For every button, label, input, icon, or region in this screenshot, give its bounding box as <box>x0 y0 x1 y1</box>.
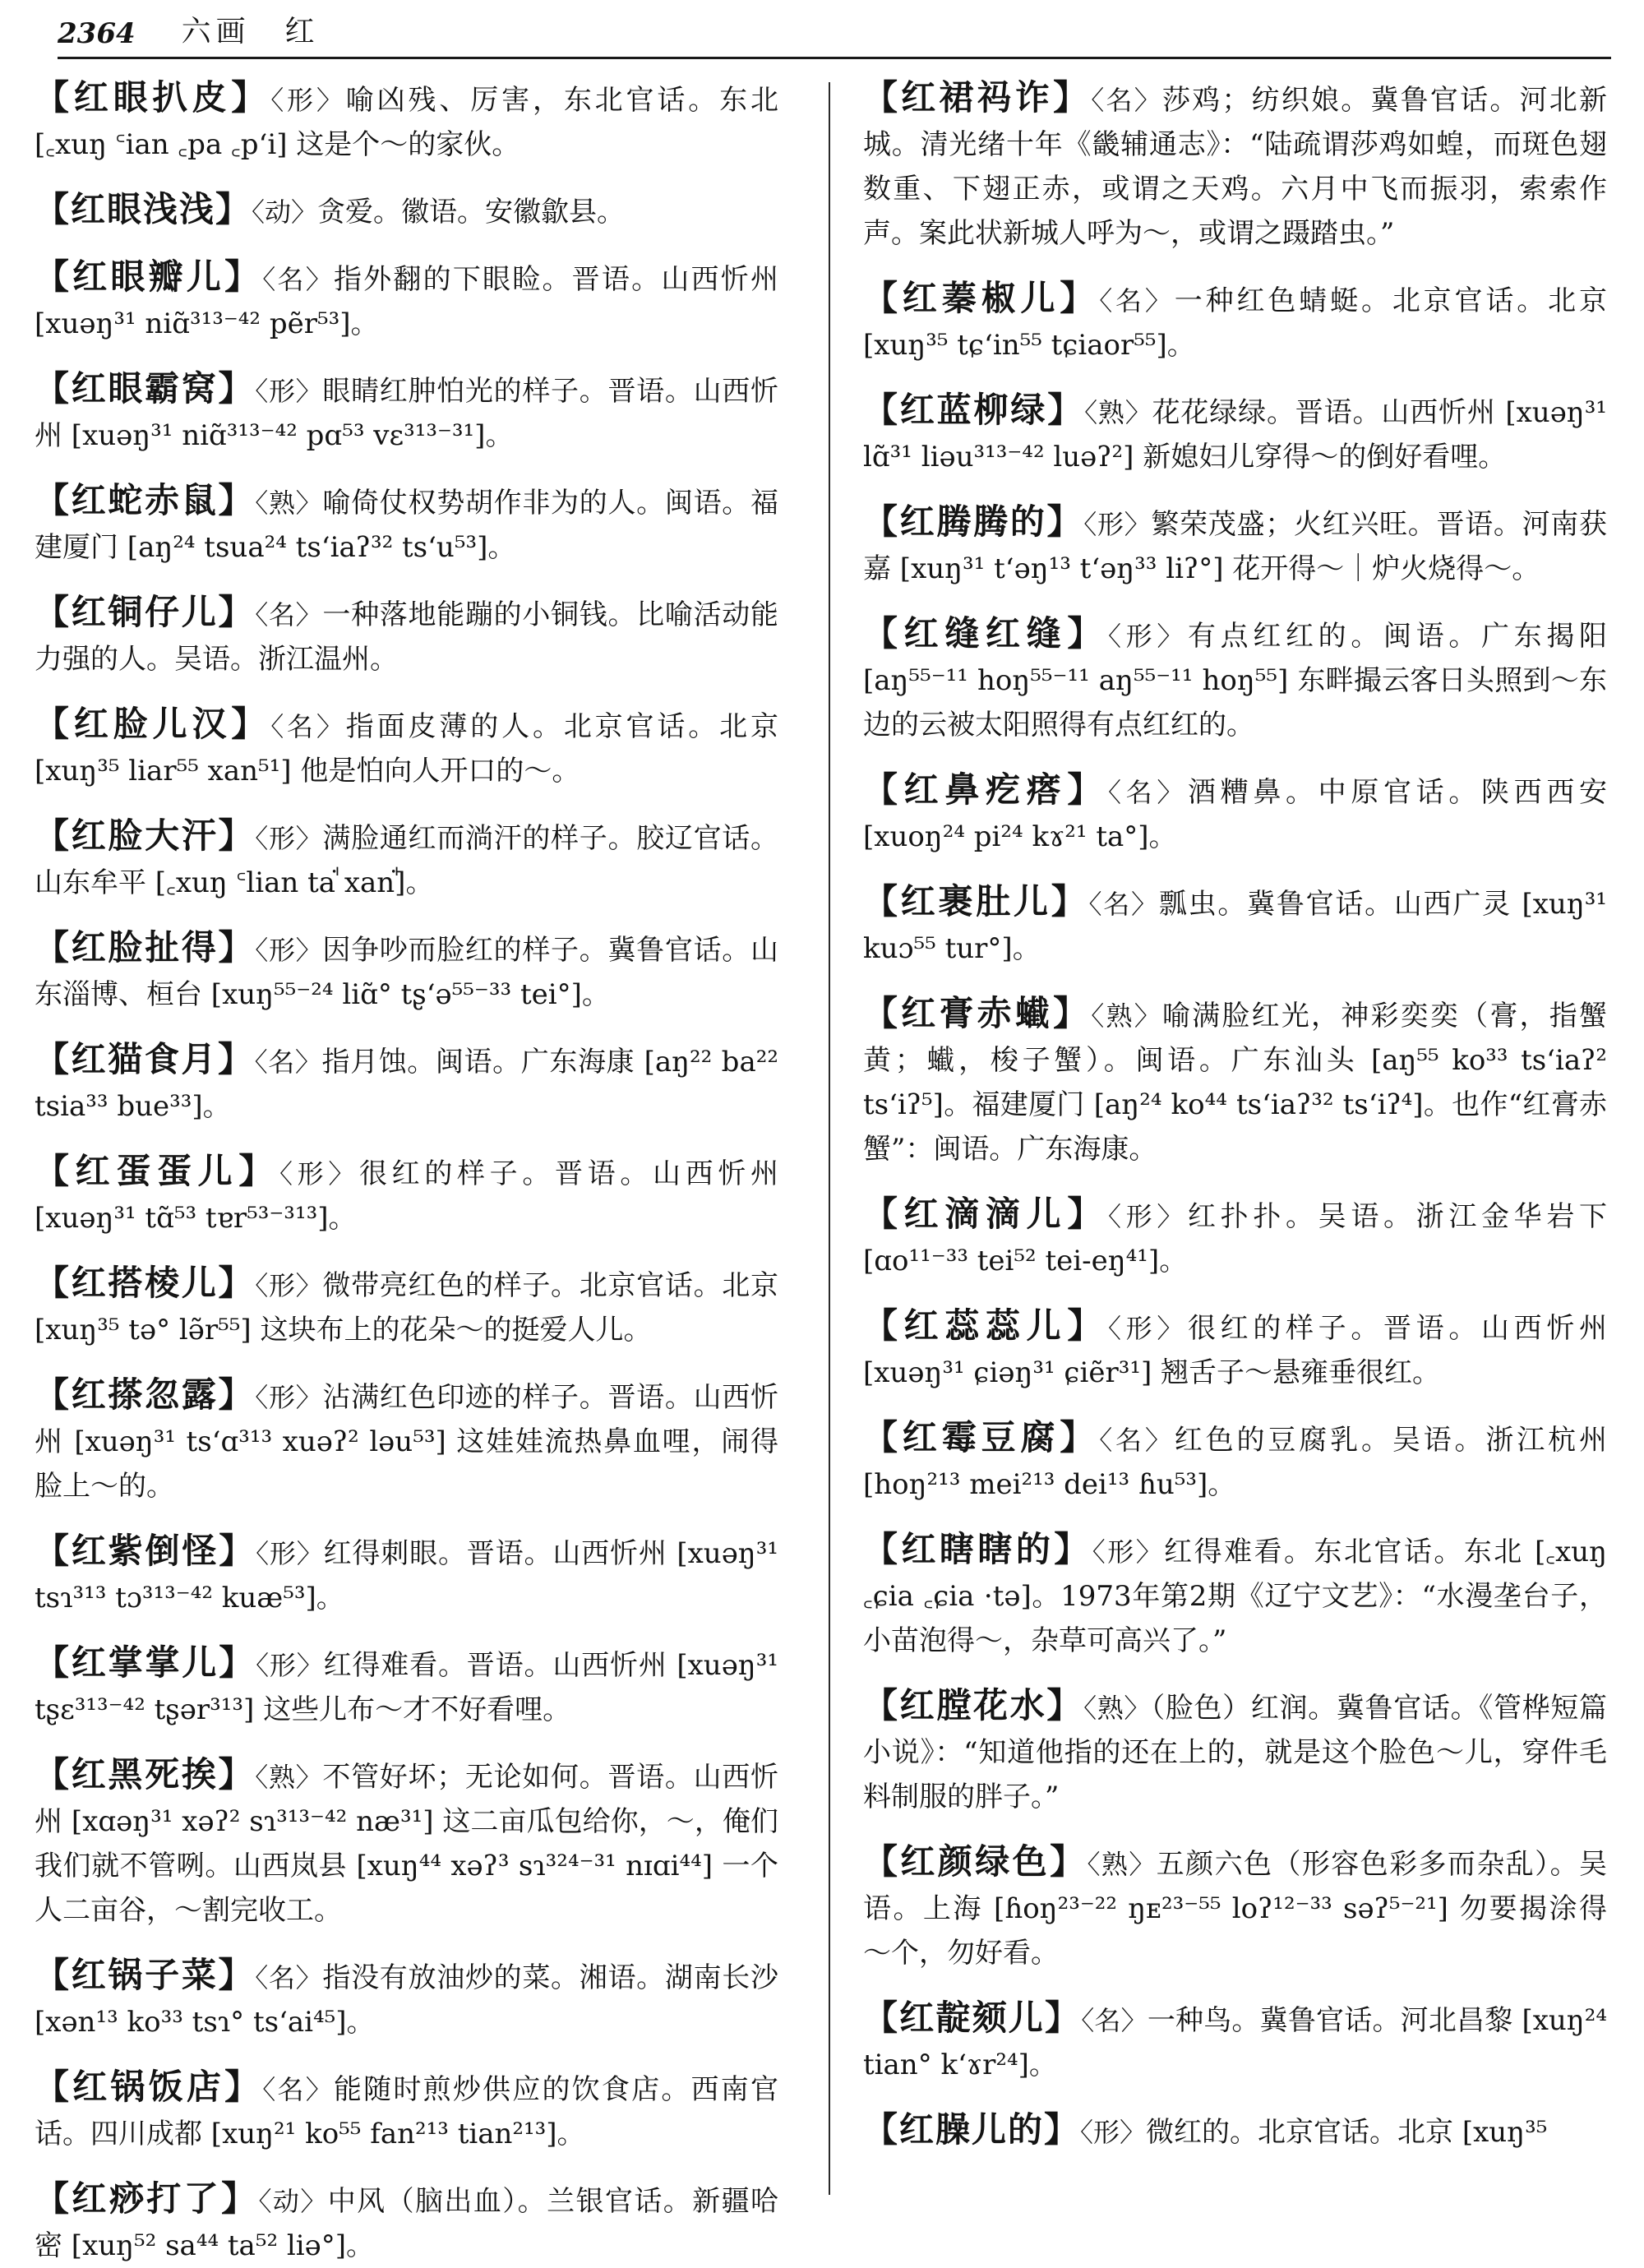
entry-headword: 【红霉豆腐】 <box>863 1417 1100 1457</box>
entry-part-of-speech: 〈熟〉 <box>1084 397 1152 428</box>
entry-definition: 指外翻的下眼睑。晋语。山西忻州 [xuəŋ³¹ niɑ̃³¹³⁻⁴² pẽr⁵³]。 <box>35 263 778 340</box>
entry-part-of-speech: 〈名〉 <box>262 264 334 295</box>
dictionary-entry <box>35 367 778 458</box>
entry-definition: 贪爱。徽语。安徽歙县。 <box>317 196 626 229</box>
entry-headword: 【红脸儿汉】 <box>35 704 271 744</box>
entry-part-of-speech: 〈形〉 <box>255 935 323 966</box>
dictionary-entry <box>35 76 778 167</box>
entry-headword: 【红脸扯得】 <box>35 927 256 968</box>
entry-definition: 喻倚仗权势胡作非为的人。闽语。福建厦门 [aŋ²⁴ tsua²⁴ tsʻiaʔ³² tsʻu⁵³]。 <box>35 487 778 564</box>
dictionary-entry <box>35 702 778 793</box>
dictionary-entry <box>35 2177 778 2268</box>
entry-part-of-speech: 〈名〉 <box>1088 889 1159 920</box>
entry-definition: 莎鸡；纺织娘。冀鲁官话。河北新城。清光绪十年《畿辅通志》：“陆疏谓莎鸡如蝗，而斑色翅数重、下翅正赤，或谓之天鸡。六月中飞而振羽，索索作声。案此状新城人呼为～，或谓之蹑踏虫。” <box>863 84 1607 250</box>
entry-headword: 【红猫食月】 <box>35 1039 255 1079</box>
entry-headword: 【红掌掌儿】 <box>35 1642 256 1683</box>
dictionary-entry <box>863 991 1607 1171</box>
entry-headword: 【红缝红缝】 <box>863 613 1108 654</box>
entry-headword: 【红裹肚儿】 <box>863 881 1089 922</box>
entry-headword: 【红腾腾的】 <box>863 501 1084 542</box>
entry-part-of-speech: 〈名〉 <box>270 711 346 742</box>
entry-definition: 很红的样子。晋语。山西忻州 [xuəŋ³¹ tɑ̃⁵³ tɐr⁵³⁻³¹³]。 <box>35 1157 778 1235</box>
entry-part-of-speech: 〈形〉 <box>1108 1313 1188 1344</box>
dictionary-entry <box>35 1641 778 1732</box>
entry-definition: 酒糟鼻。中原官话。陕西西安 [xuoŋ²⁴ pi²⁴ kɤ²¹ ta°]。 <box>863 776 1607 853</box>
dictionary-entry <box>35 1753 778 1933</box>
dictionary-entry <box>35 1149 778 1240</box>
dictionary-entry <box>863 1684 1607 1819</box>
entry-definition: 一种红色蜻蜓。北京官话。北京 [xuŋ³⁵ tɕʻin⁵⁵ tɕiaor⁵⁵]。 <box>863 284 1607 362</box>
entry-part-of-speech: 〈名〉 <box>262 2074 334 2105</box>
entry-headword: 【红裙祃诈】 <box>863 77 1092 118</box>
entry-definition: 指没有放油炒的菜。湘语。湖南长沙 [xən¹³ ko³³ tsɿ° tsʻai⁴⁵]。 <box>35 1961 778 2039</box>
page-header <box>58 15 1611 59</box>
entry-headword: 【红颜绿色】 <box>863 1841 1088 1882</box>
entry-part-of-speech: 〈名〉 <box>1091 85 1162 116</box>
entry-headword: 【红眼浅浅】 <box>35 189 252 229</box>
dictionary-entry <box>35 2065 778 2156</box>
dictionary-entry <box>35 814 778 905</box>
dictionary-entry <box>863 1192 1607 1283</box>
dictionary-entry <box>35 1529 778 1620</box>
entry-part-of-speech: 〈熟〉 <box>255 1762 323 1793</box>
entry-part-of-speech: 〈名〉 <box>255 599 323 631</box>
dictionary-entry <box>863 276 1607 367</box>
entry-part-of-speech: 〈形〉 <box>255 1270 323 1301</box>
entry-part-of-speech: 〈熟〉 <box>1091 1000 1162 1032</box>
entry-definition: 繁荣茂盛；火红兴旺。晋语。河南获嘉 [xuŋ³¹ tʻəŋ¹³ tʻəŋ³³ liʔ°] 花开得～｜炉火烧得～。 <box>863 508 1607 585</box>
right-column <box>863 76 1607 2205</box>
entry-headword: 【红蓝柳绿】 <box>863 390 1085 430</box>
dictionary-entry <box>35 1953 778 2044</box>
entry-headword: 【红锅子菜】 <box>35 1955 256 1995</box>
entry-definition: 不管好坏；无论如何。晋语。山西忻州 [xɑəŋ³¹ xəʔ² sɿ³¹³⁻⁴² næ³¹] 这二亩瓜包给你，～，俺们我们就不管咧。山西岚县 [xuŋ⁴⁴ xəʔ³ sɿ³²⁴⁻³¹ nɪɑi⁴⁴] 一个人二亩谷，～割完收工。 <box>35 1761 778 1927</box>
entry-headword: 【红蛋蛋儿】 <box>35 1151 279 1191</box>
entry-part-of-speech: 〈名〉 <box>1099 1425 1175 1456</box>
dictionary-entry <box>863 1304 1607 1395</box>
dictionary-entry <box>35 187 778 234</box>
entry-definition: 中风（脑出血）。兰银官话。新疆哈密 [xuŋ⁵² sa⁴⁴ ta⁵² liə°]。 <box>35 2185 778 2262</box>
entry-headword: 【红瞎瞎的】 <box>863 1529 1092 1569</box>
entry-definition: 喻凶残、厉害，东北官话。东北 [꜀xuŋ ꜂ian ꜀pa ꜀pʻi] 这是个～的家伙。 <box>35 84 778 161</box>
entry-definition: 红得刺眼。晋语。山西忻州 [xuəŋ³¹ tsɿ³¹³ tɔ³¹³⁻⁴² kuæ⁵³]。 <box>35 1537 778 1614</box>
dictionary-entry <box>35 1261 778 1352</box>
entry-definition: 五颜六色（形容色彩多而杂乱）。吴语。上海 [ɦoŋ²³⁻²² ŋᴇ²³⁻⁵⁵ loʔ¹²⁻³³ səʔ⁵⁻²¹] 勿要揭涂得～个，勿好看。 <box>863 1848 1607 1970</box>
entry-headword: 【红眼扒皮】 <box>35 77 271 118</box>
dictionary-entry <box>35 255 778 346</box>
entry-definition: 沾满红色印迹的样子。晋语。山西忻州 [xuəŋ³¹ tsʻɑ³¹³ xuəʔ² ləu⁵³] 这娃娃流热鼻血哩，闹得脸上～的。 <box>35 1381 778 1503</box>
entry-headword: 【红蛇赤鼠】 <box>35 480 256 520</box>
entry-definition: 红扑扑。吴语。浙江金华岩下 [ɑo¹¹⁻³³ tei⁵² tei-eŋ⁴¹]。 <box>863 1200 1607 1277</box>
entry-definition: 因争吵而脸红的样子。冀鲁官话。山东淄博、桓台 [xuŋ⁵⁵⁻²⁴ liɑ̃° tʂʻə⁵⁵⁻³³ tei°]。 <box>35 934 778 1011</box>
entry-headword: 【红鼻疙瘩】 <box>863 769 1108 810</box>
page-number: 2364 <box>58 17 136 50</box>
entry-part-of-speech: 〈名〉 <box>1081 2005 1148 2036</box>
entry-headword: 【红搭棱儿】 <box>35 1263 256 1303</box>
entry-part-of-speech: 〈形〉 <box>256 1650 324 1681</box>
dictionary-entry <box>35 1037 778 1129</box>
entry-definition: 微带亮红色的样子。北京官话。北京 [xuŋ³⁵ tə° lə̃r⁵⁵] 这块布上的花朵～的挺爱人儿。 <box>35 1269 778 1346</box>
entry-part-of-speech: 〈动〉 <box>252 196 318 228</box>
dictionary-entry <box>863 2108 1607 2155</box>
dictionary-entry <box>863 76 1607 256</box>
entry-headword: 【红黑死挨】 <box>35 1754 256 1795</box>
entry-definition: 有点红红的。闽语。广东揭阳 [aŋ⁵⁵⁻¹¹ hoŋ⁵⁵⁻¹¹ aŋ⁵⁵⁻¹¹ hoŋ⁵⁵] 东畔撮云客日头照到～东边的云被太阳照得有点红红的。 <box>863 620 1607 741</box>
entry-part-of-speech: 〈名〉 <box>255 1962 323 1993</box>
entry-part-of-speech: 〈形〉 <box>279 1158 359 1189</box>
column-divider <box>829 82 830 2195</box>
dictionary-entry <box>863 1996 1607 2087</box>
entry-definition: 一种鸟。冀鲁官话。河北昌黎 [xuŋ²⁴ tian° kʻɤr²⁴]。 <box>863 2004 1607 2081</box>
entry-part-of-speech: 〈熟〉 <box>1087 1849 1157 1880</box>
entry-part-of-speech: 〈熟〉 <box>255 487 323 519</box>
dictionary-entry <box>35 478 778 570</box>
entry-part-of-speech: 〈形〉 <box>1108 621 1188 652</box>
entry-definition: 喻满脸红光，神彩奕奕（膏，指蟹黄；蠘，梭子蟹）。闽语。广东汕头 [aŋ⁵⁵ ko³³ tsʻiaʔ² tsʻiʔ⁵]。福建厦门 [aŋ²⁴ ko⁴⁴ tsʻiaʔ³² tsʻiʔ⁴]。也作“红膏赤蟹”：闽语。广东海康。 <box>863 1000 1607 1166</box>
entry-headword: 【红铜仔儿】 <box>35 592 256 632</box>
entry-part-of-speech: 〈形〉 <box>1080 2117 1147 2148</box>
entry-definition: 红得难看。晋语。山西忻州 [xuəŋ³¹ tʂɛ³¹³⁻⁴² tʂər³¹³] 这些儿布～才不好看哩。 <box>35 1649 778 1726</box>
entry-definition: 指面皮薄的人。北京官话。北京 [xuŋ³⁵ liar⁵⁵ xan⁵¹] 他是怕向人开口的～。 <box>35 710 778 788</box>
entry-headword: 【红臊儿的】 <box>863 2109 1081 2150</box>
entry-part-of-speech: 〈形〉 <box>256 1538 324 1569</box>
dictionary-entry <box>35 926 778 1017</box>
entry-definition: 能随时煎炒供应的饮食店。西南官话。四川成都 [xuŋ²¹ ko⁵⁵ fan²¹³ tian²¹³]。 <box>35 2073 778 2150</box>
entry-part-of-speech: 〈熟〉 <box>1083 1693 1152 1724</box>
dictionary-entry <box>863 612 1607 747</box>
entry-definition: （脸色）红润。冀鲁官话。《管桦短篇小说》：“知道他指的还在上的，就是这个脸色～儿，穿件毛料制服的胖子。” <box>863 1692 1607 1813</box>
entry-definition: 很红的样子。晋语。山西忻州 [xuəŋ³¹ ɕiəŋ³¹ ɕiẽr³¹] 翘舌子～悬雍垂很红。 <box>863 1312 1607 1389</box>
entry-headword: 【红蕊蕊儿】 <box>863 1305 1108 1346</box>
entry-definition: 红得难看。东北官话。东北 [꜀xuŋ ꜀ɕia ꜀ɕia ·tə]。1973年第2期《辽宁文艺》：“水漫垄台子，小苗泡得～，杂草可高兴了。” <box>863 1536 1607 1657</box>
entry-part-of-speech: 〈名〉 <box>1099 285 1175 316</box>
entry-part-of-speech: 〈名〉 <box>1108 777 1188 808</box>
dictionary-entry <box>35 590 778 681</box>
entry-headword: 【红眼瓣儿】 <box>35 256 263 297</box>
dictionary-entry <box>35 1373 778 1508</box>
entry-definition: 瓢虫。冀鲁官话。山西广灵 [xuŋ³¹ kuɔ⁵⁵ tur°]。 <box>863 888 1607 965</box>
entry-definition: 花花绿绿。晋语。山西忻州 [xuəŋ³¹ lɑ̃³¹ liəu³¹³⁻⁴² luəʔ²] 新媳妇儿穿得～的倒好看哩。 <box>863 396 1607 473</box>
entry-definition: 眼睛红肿怕光的样子。晋语。山西忻州 [xuəŋ³¹ niɑ̃³¹³⁻⁴² pɑ⁵³ vɛ³¹³⁻³¹]。 <box>35 375 778 452</box>
entry-definition: 一种落地能蹦的小铜钱。比喻活动能力强的人。吴语。浙江温州。 <box>35 598 778 676</box>
entry-headword: 【红蓁椒儿】 <box>863 278 1100 318</box>
dictionary-entry <box>863 880 1607 971</box>
entry-headword: 【红眼霸窝】 <box>35 368 256 409</box>
entry-part-of-speech: 〈形〉 <box>255 376 323 407</box>
entry-part-of-speech: 〈名〉 <box>254 1046 322 1078</box>
entry-part-of-speech: 〈形〉 <box>255 823 323 854</box>
entry-headword: 【红痧打了】 <box>35 2178 259 2219</box>
entry-headword: 【红脸大汗】 <box>35 815 256 856</box>
dictionary-entry <box>863 388 1607 479</box>
entry-headword: 【红滴滴儿】 <box>863 1194 1108 1234</box>
dictionary-entry <box>863 500 1607 591</box>
entry-part-of-speech: 〈形〉 <box>270 85 346 116</box>
entry-headword: 【红紫倒怪】 <box>35 1531 256 1571</box>
dictionary-entry <box>863 768 1607 859</box>
entry-part-of-speech: 〈形〉 <box>1092 1536 1165 1568</box>
page-section-title: 六画 红 <box>181 15 320 49</box>
entry-headword: 【红膛花水】 <box>863 1685 1084 1725</box>
entry-part-of-speech: 〈形〉 <box>255 1382 323 1413</box>
entry-definition: 微红的。北京官话。北京 [xuŋ³⁵ <box>1146 2116 1548 2149</box>
entry-headword: 【红靛颏儿】 <box>863 1998 1082 2038</box>
entry-headword: 【红锅饭店】 <box>35 2067 263 2107</box>
dictionary-entry <box>863 1840 1607 1975</box>
dictionary-entry <box>863 1527 1607 1663</box>
entry-part-of-speech: 〈形〉 <box>1083 509 1152 540</box>
entry-definition: 指月蚀。闽语。广东海康 [aŋ²² ba²² tsia³³ bue³³]。 <box>35 1046 778 1123</box>
entry-definition: 满脸通红而淌汗的样子。胶辽官话。山东牟平 [꜀xuŋ ꜂lian taꜗ xanꜗ]。 <box>35 822 778 899</box>
entry-part-of-speech: 〈形〉 <box>1108 1201 1188 1232</box>
entry-definition: 红色的豆腐乳。吴语。浙江杭州 [hoŋ²¹³ mei²¹³ dei¹³ ɦu⁵³]。 <box>863 1424 1607 1501</box>
entry-headword: 【红搽忽露】 <box>35 1374 256 1415</box>
left-column <box>35 76 778 2262</box>
entry-headword: 【红膏赤蠘】 <box>863 993 1092 1033</box>
dictionary-entry <box>863 1416 1607 1507</box>
entry-part-of-speech: 〈动〉 <box>258 2186 328 2217</box>
